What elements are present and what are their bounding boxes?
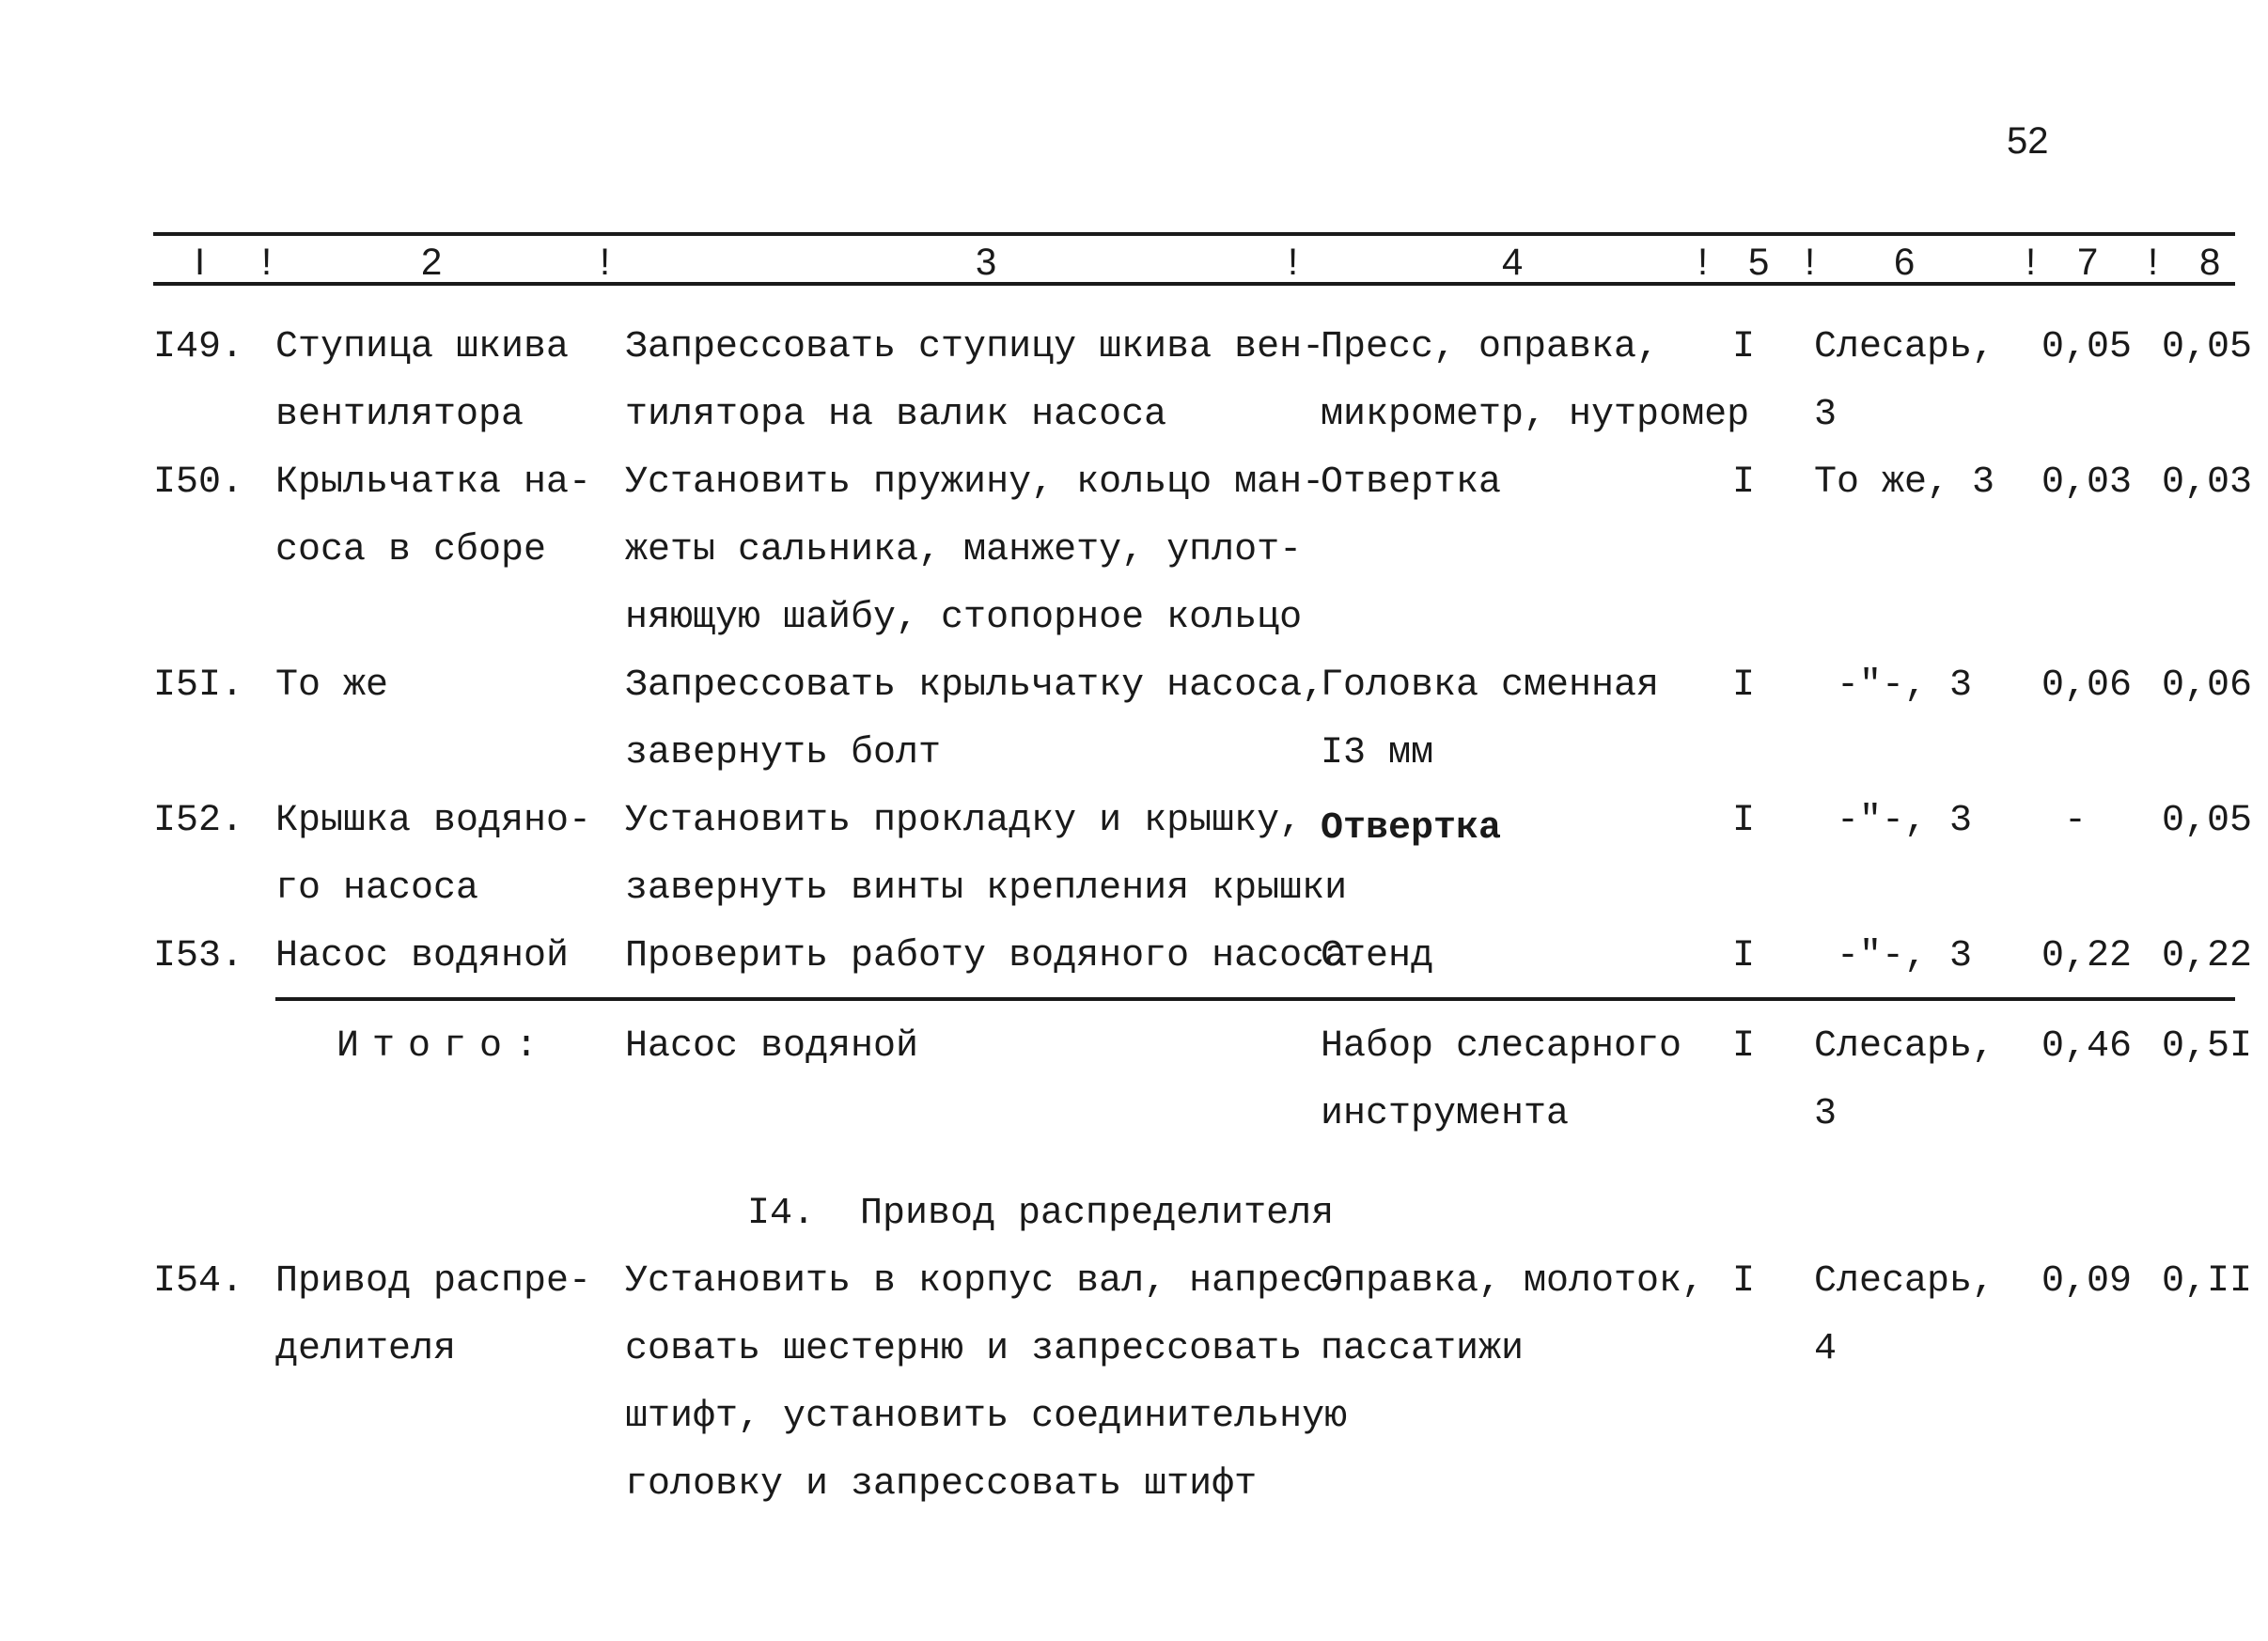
part-name: Привод распре- [275,1260,592,1303]
tools-text: Набор слесарного [1321,1025,1682,1068]
time-col8: 0,5I [2162,1025,2253,1068]
tools-text: Стенд [1321,935,1434,977]
part-name: Крышка водяно- [275,800,592,842]
part-name: делителя [275,1328,457,1370]
operation-text: штифт, установить соединительную [625,1396,1348,1438]
time-col7: 0,05 [2041,326,2133,368]
operation-text: Установить прокладку и крышку, [625,800,1303,842]
time-col7: 0,06 [2041,664,2133,707]
quantity: I [1732,326,1756,368]
time-col8: 0,05 [2162,326,2253,368]
time-col7: 0,22 [2041,935,2133,977]
row-number: I53. [153,935,244,977]
header-col-2: 2 [421,242,443,283]
part-name: То же [275,664,389,707]
time-col7: 0,46 [2041,1025,2133,1068]
worker-grade: То же, 3 [1814,461,1995,504]
part-name: вентилятора [275,394,524,436]
time-col7: 0,03 [2041,461,2133,504]
operation-text: Запрессовать ступицу шкива вен- [625,326,1325,368]
time-col8: 0,03 [2162,461,2253,504]
operation-text: совать шестерню и запрессовать [625,1328,1303,1370]
total-label: Итого: [336,1025,552,1068]
tools-text: I3 мм [1321,732,1434,774]
row-number: I52. [153,800,244,842]
worker-grade: -"-, 3 [1814,935,1973,977]
header-separator: ! [2148,242,2159,283]
operation-text: тилятора на валик насоса [625,394,1167,436]
header-col-6: 6 [1894,242,1916,283]
header-col-7: 7 [2077,242,2099,283]
header-col-5: 5 [1748,242,1770,283]
tools-text: Головка сменная [1321,664,1660,707]
tools-text: Отвертка [1321,461,1502,504]
operation-text: завернуть винты крепления крышки [625,867,1348,910]
part-name: соса в сборе [275,529,547,571]
header-top-rule [153,232,2235,236]
header-separator: ! [261,242,273,283]
header-col-1: I [195,242,206,283]
tools-text: Пресс, оправка, [1321,326,1660,368]
tools-text: Отвертка [1321,807,1502,850]
operation-text: завернуть болт [625,732,942,774]
quantity: I [1732,664,1756,707]
worker-grade: 3 [1814,394,1838,436]
header-separator: ! [1805,242,1816,283]
operation-text: няющую шайбу, стопорное кольцо [625,597,1303,639]
header-bottom-rule [153,282,2235,286]
time-col8: 0,22 [2162,935,2253,977]
worker-grade: Слесарь, [1814,326,1995,368]
time-col8: 0,II [2162,1260,2253,1303]
part-name: Насос водяной [275,935,570,977]
tools-text: микрометр, нутромер [1321,394,1750,436]
worker-grade: -"-, 3 [1814,664,1973,707]
tools-text: инструмента [1321,1093,1570,1135]
quantity: I [1732,1260,1756,1303]
header-separator: ! [2026,242,2037,283]
header-col-3: 3 [976,242,997,283]
worker-grade: 4 [1814,1328,1838,1370]
row-number: I50. [153,461,244,504]
row-number: I49. [153,326,244,368]
quantity: I [1732,935,1756,977]
part-name: Крыльчатка на- [275,461,592,504]
part-name: Ступица шкива [275,326,570,368]
time-col8: 0,06 [2162,664,2253,707]
quantity: I [1732,800,1756,842]
time-col7: 0,09 [2041,1260,2133,1303]
total-rule [275,997,2235,1001]
tools-text: пассатижи [1321,1328,1525,1370]
operation-text: Установить в корпус вал, напрес- [625,1260,1348,1303]
time-col8: 0,05 [2162,800,2253,842]
header-separator: ! [600,242,611,283]
tools-text: Оправка, молоток, [1321,1260,1705,1303]
operation-text: головку и запрессовать штифт [625,1463,1258,1506]
time-col7: - [2041,800,2088,842]
operation-text: Запрессовать крыльчатку насоса, [625,664,1325,707]
row-number: I5I. [153,664,244,707]
header-separator: ! [1288,242,1299,283]
part-name: го насоса [275,867,479,910]
header-separator: ! [1697,242,1709,283]
operation-text: Проверить работу водяного насоса [625,935,1348,977]
page-number: 52 [2007,120,2049,162]
header-col-8: 8 [2199,242,2221,283]
worker-grade: Слесарь, [1814,1260,1995,1303]
worker-grade: -"-, 3 [1814,800,1973,842]
row-number: I54. [153,1260,244,1303]
operation-text: Установить пружину, кольцо ман- [625,461,1325,504]
worker-grade: 3 [1814,1093,1838,1135]
worker-grade: Слесарь, [1814,1025,1995,1068]
header-col-4: 4 [1502,242,1524,283]
operation-text: жеты сальника, манжету, уплот- [625,529,1303,571]
section-title: I4. Привод распределителя [747,1193,1335,1235]
operation-text: Насос водяной [625,1025,919,1068]
quantity: I [1732,1025,1756,1068]
quantity: I [1732,461,1756,504]
